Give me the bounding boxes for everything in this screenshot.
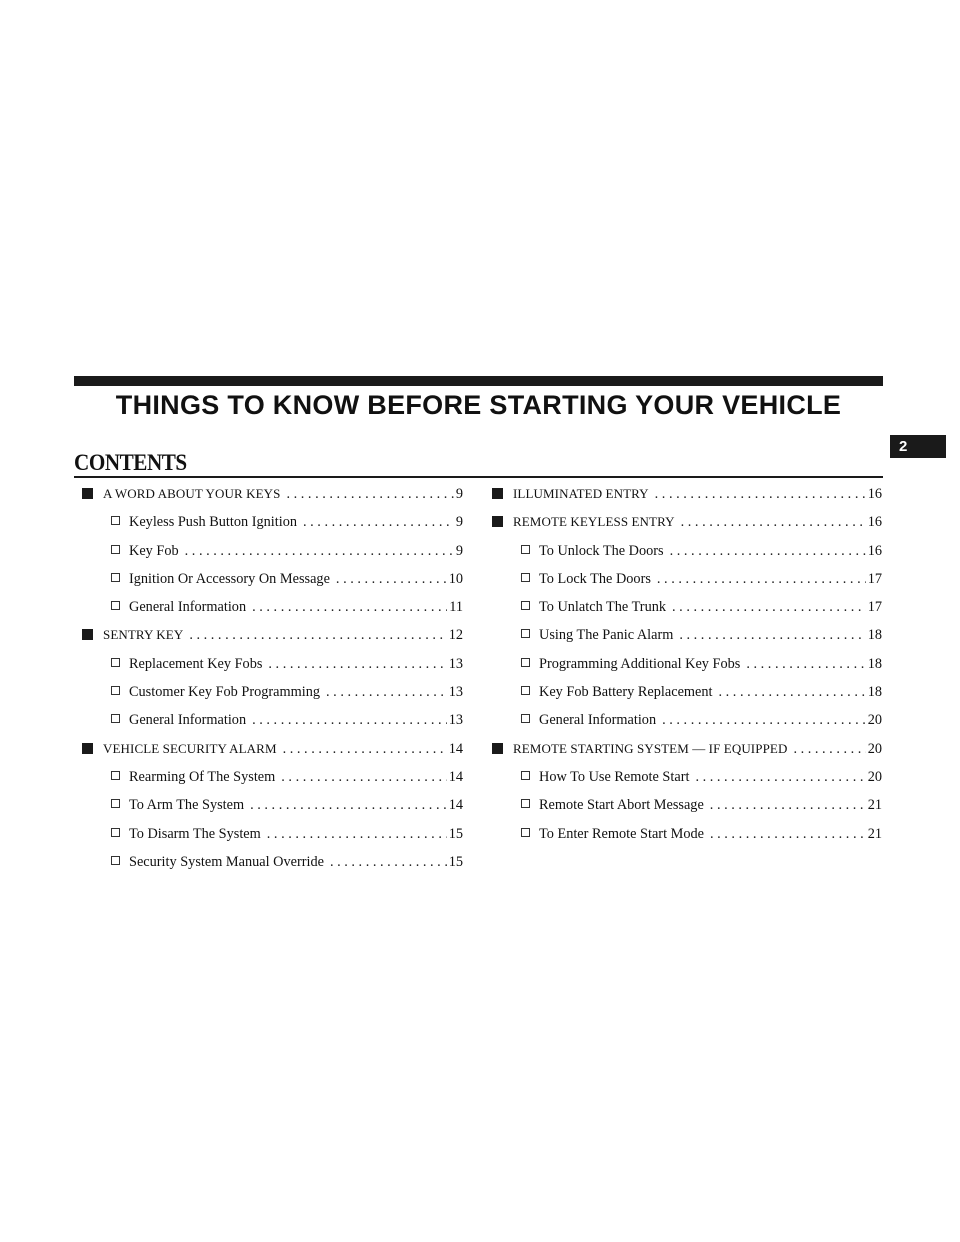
hollow-square-bullet-icon bbox=[111, 516, 120, 525]
toc-column-left bbox=[82, 480, 463, 876]
toc-subsection-entry[interactable] bbox=[492, 820, 882, 848]
toc-subsection-entry[interactable] bbox=[82, 763, 463, 791]
toc-subsection-entry[interactable] bbox=[82, 537, 463, 565]
toc-page-number: 21 bbox=[867, 797, 882, 814]
dot-leader bbox=[793, 735, 865, 763]
toc-section-entry[interactable] bbox=[492, 735, 882, 763]
toc-column-right bbox=[492, 480, 882, 848]
dot-leader bbox=[326, 678, 447, 706]
dot-leader bbox=[657, 565, 866, 593]
hollow-square-bullet-icon bbox=[111, 856, 120, 865]
toc-entry-label: Security System Manual Override bbox=[129, 853, 324, 870]
dot-leader bbox=[710, 791, 866, 819]
chapter-number-tab: 2 bbox=[890, 435, 946, 458]
toc-entry-label: General Information bbox=[539, 712, 657, 729]
toc-entry-label: To Disarm The System bbox=[129, 825, 261, 842]
toc-subsection-entry[interactable] bbox=[492, 791, 882, 819]
hollow-square-bullet-icon bbox=[111, 601, 120, 610]
toc-page-number: 17 bbox=[867, 599, 882, 616]
hollow-square-bullet-icon bbox=[521, 799, 530, 808]
toc-subsection-entry[interactable] bbox=[82, 508, 463, 536]
toc-subsection-entry[interactable] bbox=[492, 565, 882, 593]
dot-leader bbox=[672, 593, 866, 621]
toc-page-number: 10 bbox=[448, 570, 463, 587]
toc-subsection-entry[interactable] bbox=[82, 593, 463, 621]
hollow-square-bullet-icon bbox=[111, 658, 120, 667]
dot-leader bbox=[655, 480, 866, 508]
dot-leader bbox=[710, 820, 866, 848]
toc-page-number: 15 bbox=[448, 825, 463, 842]
dot-leader bbox=[336, 565, 447, 593]
hollow-square-bullet-icon bbox=[111, 714, 120, 723]
toc-entry-label: Using The Panic Alarm bbox=[539, 627, 674, 644]
toc-page-number: 16 bbox=[867, 542, 882, 559]
filled-square-bullet-icon bbox=[492, 488, 503, 499]
hollow-square-bullet-icon bbox=[111, 545, 120, 554]
toc-page-number: 20 bbox=[867, 768, 882, 785]
hollow-square-bullet-icon bbox=[521, 714, 530, 723]
dot-leader bbox=[303, 508, 454, 536]
dot-leader bbox=[286, 480, 453, 508]
toc-entry-label: REMOTE KEYLESS ENTRY bbox=[513, 514, 675, 530]
toc-page-number: 20 bbox=[867, 740, 882, 757]
toc-subsection-entry[interactable] bbox=[82, 791, 463, 819]
dot-leader bbox=[283, 735, 447, 763]
toc-subsection-entry[interactable] bbox=[82, 706, 463, 734]
toc-entry-label: To Arm The System bbox=[129, 797, 245, 814]
dot-leader bbox=[719, 678, 866, 706]
hollow-square-bullet-icon bbox=[521, 601, 530, 610]
toc-page-number: 13 bbox=[448, 684, 463, 701]
toc-page-number: 18 bbox=[867, 627, 882, 644]
hollow-square-bullet-icon bbox=[521, 658, 530, 667]
toc-entry-label: Replacement Key Fobs bbox=[129, 655, 263, 672]
hollow-square-bullet-icon bbox=[521, 545, 530, 554]
toc-page-number: 16 bbox=[867, 486, 882, 502]
toc-entry-label: Keyless Push Button Ignition bbox=[129, 514, 297, 531]
toc-page-number: 13 bbox=[448, 712, 463, 729]
toc-section-entry[interactable] bbox=[492, 480, 882, 508]
dot-leader bbox=[252, 706, 447, 734]
hollow-square-bullet-icon bbox=[521, 629, 530, 638]
toc-subsection-entry[interactable] bbox=[82, 565, 463, 593]
toc-entry-label: Key Fob Battery Replacement bbox=[539, 684, 713, 701]
toc-page-number: 11 bbox=[449, 599, 463, 616]
toc-entry-label: How To Use Remote Start bbox=[539, 768, 690, 785]
filled-square-bullet-icon bbox=[492, 743, 503, 754]
hollow-square-bullet-icon bbox=[521, 686, 530, 695]
filled-square-bullet-icon bbox=[492, 516, 503, 527]
toc-section-entry[interactable] bbox=[82, 480, 463, 508]
toc-entry-label: SENTRY KEY bbox=[103, 627, 184, 643]
toc-page-number: 17 bbox=[867, 570, 882, 587]
toc-entry-label: Customer Key Fob Programming bbox=[129, 684, 321, 701]
toc-subsection-entry[interactable] bbox=[492, 763, 882, 791]
hollow-square-bullet-icon bbox=[111, 573, 120, 582]
dot-leader bbox=[267, 820, 447, 848]
toc-entry-label: General Information bbox=[129, 599, 247, 616]
toc-page-number: 9 bbox=[455, 514, 463, 531]
hollow-square-bullet-icon bbox=[111, 828, 120, 837]
dot-leader bbox=[746, 650, 865, 678]
filled-square-bullet-icon bbox=[82, 743, 93, 754]
toc-subsection-entry[interactable] bbox=[492, 593, 882, 621]
toc-entry-label: Key Fob bbox=[129, 542, 179, 559]
hollow-square-bullet-icon bbox=[111, 799, 120, 808]
toc-entry-label: A WORD ABOUT YOUR KEYS bbox=[103, 486, 281, 501]
toc-subsection-entry[interactable] bbox=[492, 650, 882, 678]
dot-leader bbox=[252, 593, 447, 621]
toc-page-number: 16 bbox=[867, 514, 882, 531]
toc-page-number: 20 bbox=[867, 712, 882, 729]
dot-leader bbox=[250, 791, 447, 819]
toc-page-number: 15 bbox=[448, 853, 463, 870]
toc-entry-label: REMOTE STARTING SYSTEM — IF EQUIPPED bbox=[513, 740, 788, 756]
dot-leader bbox=[268, 650, 446, 678]
hollow-square-bullet-icon bbox=[521, 771, 530, 780]
toc-subsection-entry[interactable] bbox=[492, 621, 882, 649]
toc-page-number: 18 bbox=[867, 684, 882, 701]
toc-page-number: 18 bbox=[867, 655, 882, 672]
toc-entry-label: General Information bbox=[129, 712, 247, 729]
dot-leader bbox=[185, 537, 454, 565]
hollow-square-bullet-icon bbox=[111, 686, 120, 695]
dot-leader bbox=[670, 537, 866, 565]
filled-square-bullet-icon bbox=[82, 629, 93, 640]
hollow-square-bullet-icon bbox=[521, 573, 530, 582]
toc-entry-label: Programming Additional Key Fobs bbox=[539, 655, 741, 672]
toc-subsection-entry[interactable] bbox=[492, 706, 882, 734]
toc-subsection-entry[interactable] bbox=[82, 820, 463, 848]
toc-entry-label: To Unlock The Doors bbox=[539, 542, 664, 559]
toc-entry-label: Rearming Of The System bbox=[129, 768, 276, 785]
toc-page-number: 9 bbox=[455, 542, 463, 559]
hollow-square-bullet-icon bbox=[521, 828, 530, 837]
toc-section-entry[interactable] bbox=[82, 621, 463, 649]
dot-leader bbox=[695, 763, 865, 791]
dot-leader bbox=[679, 621, 865, 649]
toc-page-number: 21 bbox=[867, 825, 882, 842]
toc-section-entry[interactable] bbox=[82, 735, 463, 763]
chapter-top-rule bbox=[74, 376, 883, 386]
toc-entry-label: ILLUMINATED ENTRY bbox=[513, 486, 649, 501]
dot-leader bbox=[681, 508, 866, 536]
contents-heading: CONTENTS bbox=[74, 450, 187, 475]
toc-subsection-entry[interactable] bbox=[492, 678, 882, 706]
toc-entry-label: Remote Start Abort Message bbox=[539, 797, 704, 814]
toc-subsection-entry[interactable] bbox=[492, 537, 882, 565]
dot-leader bbox=[662, 706, 866, 734]
contents-rule bbox=[74, 476, 883, 478]
chapter-title: THINGS TO KNOW BEFORE STARTING YOUR VEHICLE bbox=[115, 390, 842, 420]
toc-page-number: 14 bbox=[448, 797, 463, 814]
toc-subsection-entry[interactable] bbox=[82, 678, 463, 706]
toc-section-entry[interactable] bbox=[492, 508, 882, 536]
dot-leader bbox=[281, 763, 446, 791]
toc-page-number: 9 bbox=[455, 486, 463, 502]
toc-entry-label: VEHICLE SECURITY ALARM bbox=[103, 740, 277, 756]
toc-entry-label: To Lock The Doors bbox=[539, 570, 651, 587]
toc-entry-label: Ignition Or Accessory On Message bbox=[129, 570, 330, 587]
toc-page-number: 12 bbox=[448, 627, 463, 644]
hollow-square-bullet-icon bbox=[111, 771, 120, 780]
dot-leader bbox=[330, 848, 447, 876]
toc-entry-label: To Unlatch The Trunk bbox=[539, 599, 667, 616]
toc-subsection-entry[interactable] bbox=[82, 848, 463, 876]
toc-page-number: 14 bbox=[448, 740, 463, 757]
toc-page-number: 14 bbox=[448, 768, 463, 785]
toc-subsection-entry[interactable] bbox=[82, 650, 463, 678]
filled-square-bullet-icon bbox=[82, 488, 93, 499]
toc-page-number: 13 bbox=[448, 655, 463, 672]
dot-leader bbox=[189, 621, 446, 649]
toc-entry-label: To Enter Remote Start Mode bbox=[539, 825, 704, 842]
